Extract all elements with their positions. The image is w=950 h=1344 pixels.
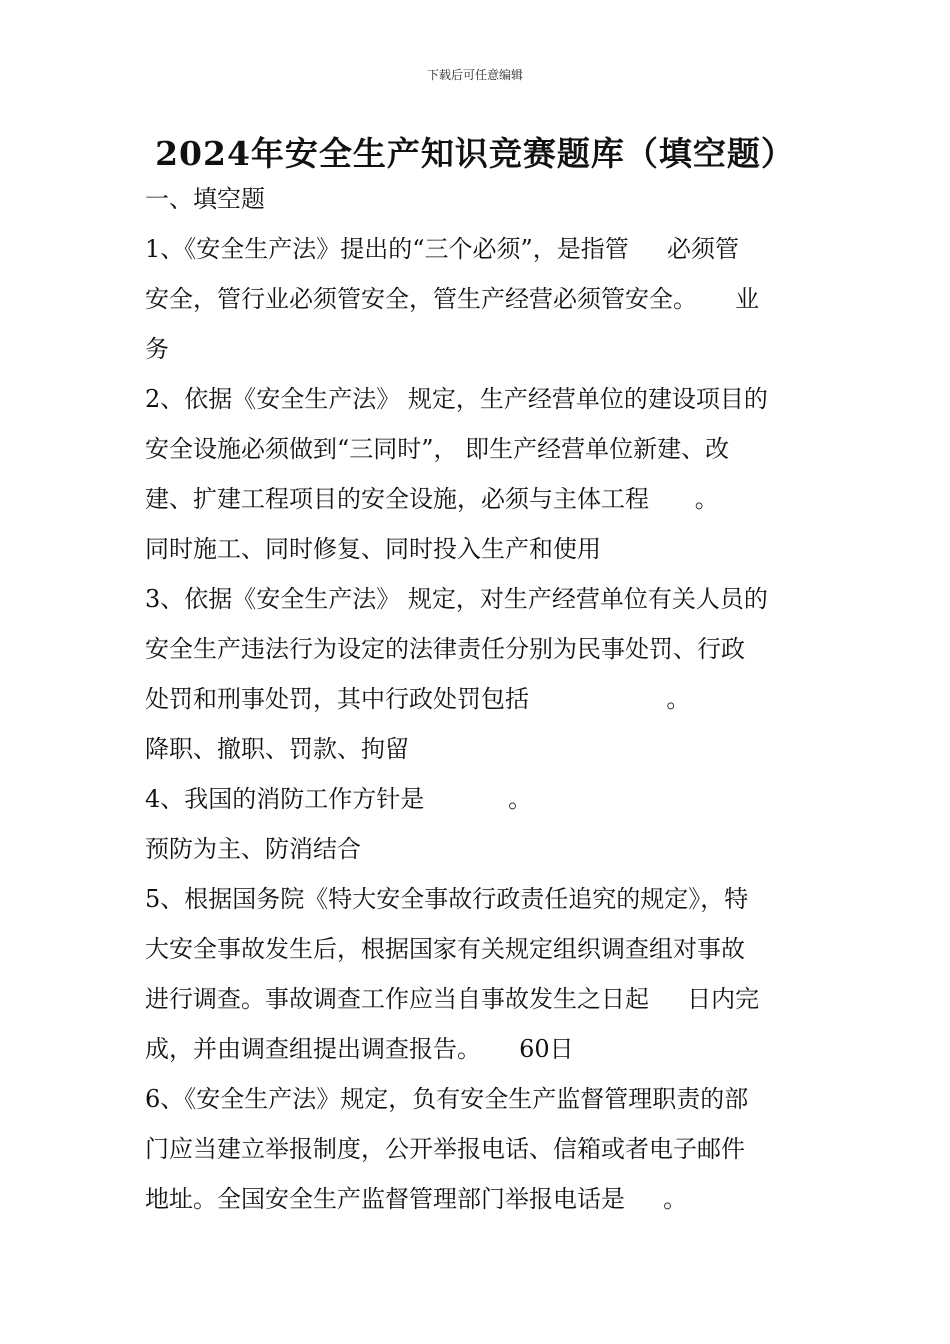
text-line: 2、依据《安全生产法》 规定，生产经营单位的建设项目的	[145, 385, 768, 413]
text-line: 安全设施必须做到“三同时”， 即生产经营单位新建、改	[145, 435, 730, 463]
document-title: 2024年安全生产知识竞赛题库（填空题）	[155, 134, 795, 173]
text-line: 大安全事故发生后，根据国家有关规定组织调查组对事故	[145, 935, 745, 963]
text-line: 成，并由调查组提出调查报告。 60日	[145, 1035, 574, 1063]
text-line: 门应当建立举报制度，公开举报电话、信箱或者电子邮件	[145, 1135, 745, 1163]
text-line: 1、《安全生产法》提出的“三个必须”，是指管 必须管	[145, 235, 739, 263]
text-line: 6、《安全生产法》规定，负有安全生产监督管理职责的部	[145, 1085, 749, 1113]
text-line: 5、根据国务院《特大安全事故行政责任追究的规定》，特	[145, 885, 749, 913]
page-header-note: 下载后可任意编辑	[426, 68, 523, 82]
text-line: 4、我国的消防工作方针是 。	[145, 785, 533, 813]
text-line: 安全，管行业必须管安全，管生产经营必须管安全。 业	[145, 285, 760, 313]
text-line: 务	[145, 335, 169, 363]
text-line: 地址。全国安全生产监督管理部门举报电话是 。	[145, 1185, 688, 1213]
text-line: 3、依据《安全生产法》 规定，对生产经营单位有关人员的	[145, 585, 768, 613]
answer-line: 同时施工、同时修复、同时投入生产和使用	[145, 535, 601, 563]
section-heading: 一、填空题	[145, 185, 265, 213]
answer-line: 降职、撤职、罚款、拘留	[145, 735, 409, 763]
text-line: 建、扩建工程项目的安全设施，必须与主体工程 。	[145, 485, 719, 513]
text-line: 进行调查。事故调查工作应当自事故发生之日起 日内完	[145, 985, 760, 1013]
text-line: 安全生产违法行为设定的法律责任分别为民事处罚、行政	[145, 635, 745, 663]
answer-line: 预防为主、防消结合	[145, 835, 361, 863]
text-line: 处罚和刑事处罚，其中行政处罚包括 。	[145, 685, 691, 713]
